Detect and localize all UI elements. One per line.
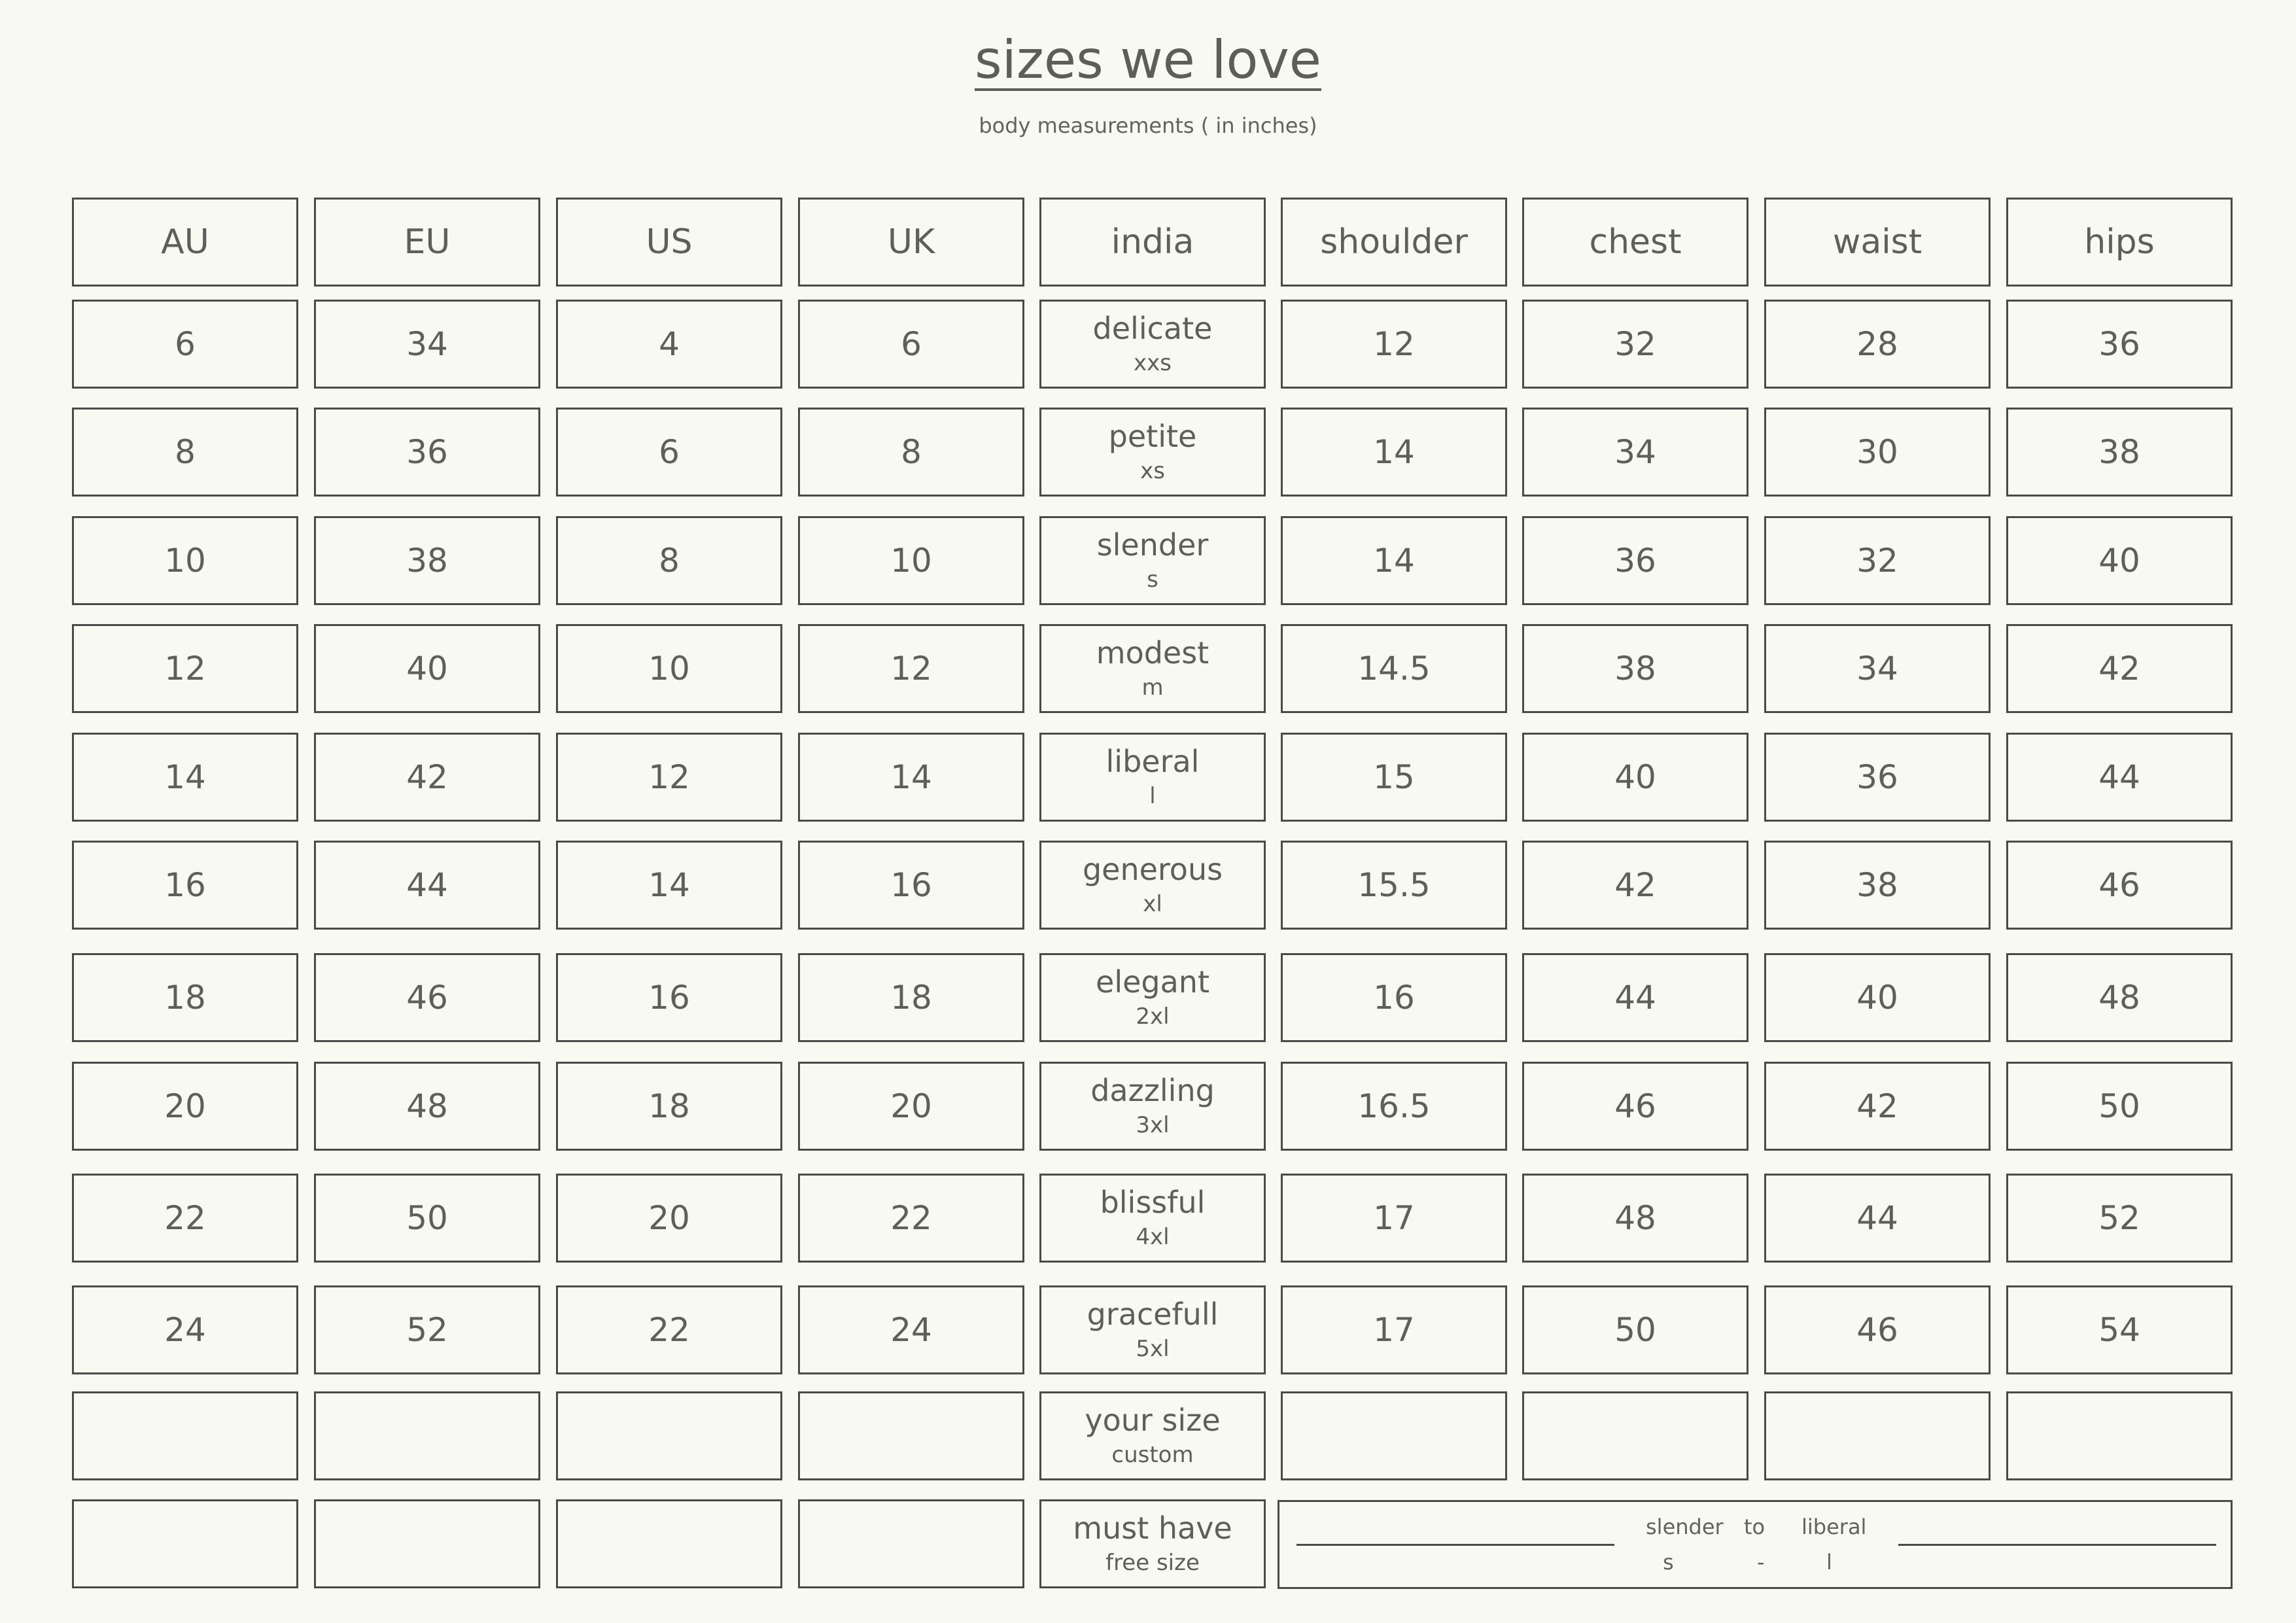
cell-value: 6 (901, 325, 922, 363)
table-cell-shoulder (1281, 300, 1507, 389)
header-cell-shoulder: shoulder (1281, 198, 1507, 287)
range-to-size-label: liberal (1801, 1514, 1867, 1539)
table-cell-india (1039, 1062, 1266, 1151)
cell-value: 12 (648, 758, 690, 796)
india-size-code: s (1147, 567, 1158, 593)
india-size-code: m (1141, 674, 1164, 701)
table-cell-chest (1522, 841, 1748, 930)
cell-value: 14 (1373, 433, 1415, 471)
table-cell-hips (2006, 1285, 2233, 1374)
cell-value: 17 (1373, 1199, 1415, 1237)
cell-value: 18 (648, 1087, 690, 1125)
india-size-code: 2xl (1136, 1003, 1170, 1030)
table-cell-us (556, 1499, 782, 1588)
header-cell-eu: EU (314, 198, 540, 287)
cell-value: 40 (1614, 758, 1656, 796)
table-cell-uk (798, 1285, 1024, 1374)
range-to-label: to (1744, 1514, 1765, 1539)
page-subtitle: body measurements ( in inches) (979, 113, 1317, 138)
india-size-name: generous (1082, 852, 1223, 887)
table-cell-uk (798, 953, 1024, 1042)
table-cell-waist (1764, 841, 1991, 930)
table-cell-hips (2006, 953, 2233, 1042)
india-size-name: dazzling (1090, 1073, 1215, 1108)
table-cell-us (556, 516, 782, 605)
table-cell-eu (314, 1499, 540, 1588)
cell-value: 6 (175, 325, 196, 363)
table-cell-chest (1522, 300, 1748, 389)
table-cell-us (556, 1062, 782, 1151)
cell-value: 24 (890, 1311, 932, 1349)
india-size-name: blissful (1100, 1185, 1206, 1220)
cell-value: 32 (1614, 325, 1656, 363)
table-cell-chest (1522, 953, 1748, 1042)
india-size-code: xl (1143, 891, 1162, 917)
india-size-code: xs (1140, 458, 1165, 484)
table-cell-hips (2006, 1391, 2233, 1480)
table-cell-shoulder (1281, 953, 1507, 1042)
cell-value: 15.5 (1357, 866, 1431, 904)
range-from-label: slender (1646, 1514, 1724, 1539)
cell-value: 14.5 (1357, 650, 1431, 688)
table-cell-waist (1764, 1174, 1991, 1263)
table-cell-india (1039, 1391, 1266, 1480)
table-cell-uk (798, 841, 1024, 930)
cell-value: 32 (1856, 542, 1898, 580)
cell-value: 42 (1614, 866, 1656, 904)
range-to-code: l (1826, 1550, 1832, 1575)
table-cell-india (1039, 1499, 1266, 1588)
table-cell-waist (1764, 1285, 1991, 1374)
cell-value: 22 (164, 1199, 206, 1237)
table-cell-waist (1764, 1062, 1991, 1151)
table-cell-au (72, 1174, 298, 1263)
table-cell-us (556, 408, 782, 497)
table-cell-au (72, 953, 298, 1042)
table-cell-india (1039, 733, 1266, 822)
cell-value: 36 (1614, 542, 1656, 580)
cell-value: 20 (164, 1087, 206, 1125)
india-size-name: your size (1085, 1403, 1221, 1438)
table-cell-hips (2006, 624, 2233, 713)
table-cell-shoulder (1281, 1391, 1507, 1480)
cell-value: 44 (1614, 979, 1656, 1017)
table-cell-hips (2006, 516, 2233, 605)
cell-value: 22 (648, 1311, 690, 1349)
table-cell-au (72, 408, 298, 497)
table-cell-uk (798, 408, 1024, 497)
cell-value: 34 (1856, 650, 1898, 688)
table-cell-eu (314, 300, 540, 389)
table-cell-eu (314, 953, 540, 1042)
table-cell-india (1039, 953, 1266, 1042)
table-cell-chest (1522, 1062, 1748, 1151)
cell-value: 16.5 (1357, 1087, 1431, 1125)
cell-value: 8 (659, 542, 680, 580)
cell-value: 20 (648, 1199, 690, 1237)
cell-value: 40 (1856, 979, 1898, 1017)
table-cell-us (556, 953, 782, 1042)
table-cell-au (72, 1499, 298, 1588)
range-line-right (1898, 1544, 2216, 1546)
india-size-code: xxs (1134, 350, 1172, 376)
india-size-code: free size (1105, 1550, 1200, 1576)
cell-value: 46 (1614, 1087, 1656, 1125)
cell-value: 44 (1856, 1199, 1898, 1237)
table-cell-shoulder (1281, 516, 1507, 605)
header-cell-india: india (1039, 198, 1266, 287)
cell-value: 46 (2098, 866, 2140, 904)
cell-value: 16 (1373, 979, 1415, 1017)
table-cell-waist (1764, 953, 1991, 1042)
cell-value: 20 (890, 1087, 932, 1125)
india-size-name: liberal (1105, 744, 1200, 779)
cell-value: 8 (175, 433, 196, 471)
cell-value: 12 (1373, 325, 1415, 363)
india-size-code: 4xl (1136, 1224, 1170, 1250)
table-cell-chest (1522, 516, 1748, 605)
table-cell-hips (2006, 1062, 2233, 1151)
cell-value: 36 (406, 433, 448, 471)
cell-value: 22 (890, 1199, 932, 1237)
cell-value: 46 (406, 979, 448, 1017)
india-size-name: elegant (1096, 964, 1209, 1000)
table-cell-us (556, 624, 782, 713)
cell-value: 48 (2098, 979, 2140, 1017)
table-cell-au (72, 1285, 298, 1374)
table-cell-hips (2006, 408, 2233, 497)
cell-value: 6 (659, 433, 680, 471)
table-cell-eu (314, 841, 540, 930)
table-cell-au (72, 300, 298, 389)
table-cell-uk (798, 300, 1024, 389)
india-size-code: custom (1111, 1442, 1194, 1468)
cell-value: 48 (1614, 1199, 1656, 1237)
table-cell-au (72, 624, 298, 713)
cell-value: 40 (2098, 542, 2140, 580)
india-size-code: 3xl (1136, 1112, 1170, 1138)
table-cell-india (1039, 624, 1266, 713)
table-cell-india (1039, 1174, 1266, 1263)
cell-value: 12 (164, 650, 206, 688)
table-cell-shoulder (1281, 1285, 1507, 1374)
table-cell-hips (2006, 300, 2233, 389)
cell-value: 40 (406, 650, 448, 688)
header-cell-us: US (556, 198, 782, 287)
free-size-range-cell (1278, 1500, 2233, 1589)
header-cell-waist: waist (1764, 198, 1991, 287)
table-cell-us (556, 300, 782, 389)
india-size-code: l (1149, 783, 1156, 809)
cell-value: 50 (1614, 1311, 1656, 1349)
cell-value: 52 (2098, 1199, 2140, 1237)
table-cell-shoulder (1281, 1062, 1507, 1151)
table-cell-eu (314, 1174, 540, 1263)
cell-value: 38 (1856, 866, 1898, 904)
range-line-left (1296, 1544, 1614, 1546)
table-cell-india (1039, 841, 1266, 930)
table-cell-us (556, 841, 782, 930)
table-cell-hips (2006, 1174, 2233, 1263)
table-cell-uk (798, 624, 1024, 713)
table-cell-india (1039, 408, 1266, 497)
table-cell-eu (314, 1285, 540, 1374)
cell-value: 16 (648, 979, 690, 1017)
table-cell-eu (314, 1391, 540, 1480)
table-cell-uk (798, 1391, 1024, 1480)
table-cell-india (1039, 1285, 1266, 1374)
table-cell-eu (314, 733, 540, 822)
table-cell-waist (1764, 408, 1991, 497)
table-cell-us (556, 1285, 782, 1374)
cell-value: 4 (659, 325, 680, 363)
table-cell-chest (1522, 624, 1748, 713)
range-dash: - (1757, 1550, 1765, 1575)
india-size-name: gracefull (1087, 1297, 1219, 1332)
table-cell-eu (314, 516, 540, 605)
cell-value: 14 (890, 758, 932, 796)
cell-value: 17 (1373, 1311, 1415, 1349)
cell-value: 34 (1614, 433, 1656, 471)
cell-value: 38 (406, 542, 448, 580)
cell-value: 38 (2098, 433, 2140, 471)
cell-value: 30 (1856, 433, 1898, 471)
cell-value: 48 (406, 1087, 448, 1125)
india-size-name: must have (1073, 1510, 1232, 1546)
cell-value: 10 (890, 542, 932, 580)
table-cell-chest (1522, 1174, 1748, 1263)
table-cell-au (72, 516, 298, 605)
cell-value: 44 (2098, 758, 2140, 796)
cell-value: 12 (890, 650, 932, 688)
table-cell-us (556, 1391, 782, 1480)
cell-value: 42 (406, 758, 448, 796)
cell-value: 15 (1373, 758, 1415, 796)
cell-value: 46 (1856, 1311, 1898, 1349)
cell-value: 36 (1856, 758, 1898, 796)
india-size-name: modest (1096, 635, 1209, 671)
table-cell-au (72, 1062, 298, 1151)
table-cell-shoulder (1281, 408, 1507, 497)
cell-value: 28 (1856, 325, 1898, 363)
cell-value: 8 (901, 433, 922, 471)
table-cell-eu (314, 1062, 540, 1151)
table-cell-eu (314, 408, 540, 497)
india-size-name: delicate (1092, 311, 1213, 346)
table-cell-waist (1764, 300, 1991, 389)
table-cell-au (72, 733, 298, 822)
india-size-code: 5xl (1136, 1336, 1170, 1362)
cell-value: 14 (648, 866, 690, 904)
table-cell-waist (1764, 1391, 1991, 1480)
table-cell-chest (1522, 733, 1748, 822)
cell-value: 44 (406, 866, 448, 904)
cell-value: 10 (164, 542, 206, 580)
header-cell-au: AU (72, 198, 298, 287)
table-cell-waist (1764, 516, 1991, 605)
table-cell-chest (1522, 408, 1748, 497)
header-cell-hips: hips (2006, 198, 2233, 287)
table-cell-india (1039, 300, 1266, 389)
table-cell-chest (1522, 1391, 1748, 1480)
range-from-code: s (1663, 1550, 1674, 1575)
table-cell-uk (798, 1174, 1024, 1263)
cell-value: 54 (2098, 1311, 2140, 1349)
cell-value: 16 (164, 866, 206, 904)
table-cell-au (72, 1391, 298, 1480)
table-cell-shoulder (1281, 1174, 1507, 1263)
table-cell-waist (1764, 624, 1991, 713)
table-cell-us (556, 1174, 782, 1263)
cell-value: 36 (2098, 325, 2140, 363)
table-cell-eu (314, 624, 540, 713)
table-cell-hips (2006, 733, 2233, 822)
table-cell-us (556, 733, 782, 822)
cell-value: 50 (406, 1199, 448, 1237)
table-cell-shoulder (1281, 841, 1507, 930)
cell-value: 14 (164, 758, 206, 796)
india-size-name: slender (1096, 527, 1209, 563)
table-cell-india (1039, 516, 1266, 605)
table-cell-shoulder (1281, 624, 1507, 713)
cell-value: 42 (1856, 1087, 1898, 1125)
header-cell-uk: UK (798, 198, 1024, 287)
cell-value: 38 (1614, 650, 1656, 688)
cell-value: 24 (164, 1311, 206, 1349)
cell-value: 50 (2098, 1087, 2140, 1125)
table-cell-shoulder (1281, 733, 1507, 822)
table-cell-uk (798, 733, 1024, 822)
cell-value: 34 (406, 325, 448, 363)
page-title: sizes we love (974, 29, 1322, 90)
cell-value: 16 (890, 866, 932, 904)
cell-value: 42 (2098, 650, 2140, 688)
table-cell-au (72, 841, 298, 930)
table-cell-uk (798, 1499, 1024, 1588)
header-cell-chest: chest (1522, 198, 1748, 287)
table-cell-hips (2006, 841, 2233, 930)
table-cell-chest (1522, 1285, 1748, 1374)
cell-value: 14 (1373, 542, 1415, 580)
cell-value: 52 (406, 1311, 448, 1349)
cell-value: 10 (648, 650, 690, 688)
table-cell-uk (798, 1062, 1024, 1151)
table-cell-uk (798, 516, 1024, 605)
india-size-name: petite (1108, 419, 1197, 454)
table-cell-waist (1764, 733, 1991, 822)
cell-value: 18 (164, 979, 206, 1017)
cell-value: 18 (890, 979, 932, 1017)
